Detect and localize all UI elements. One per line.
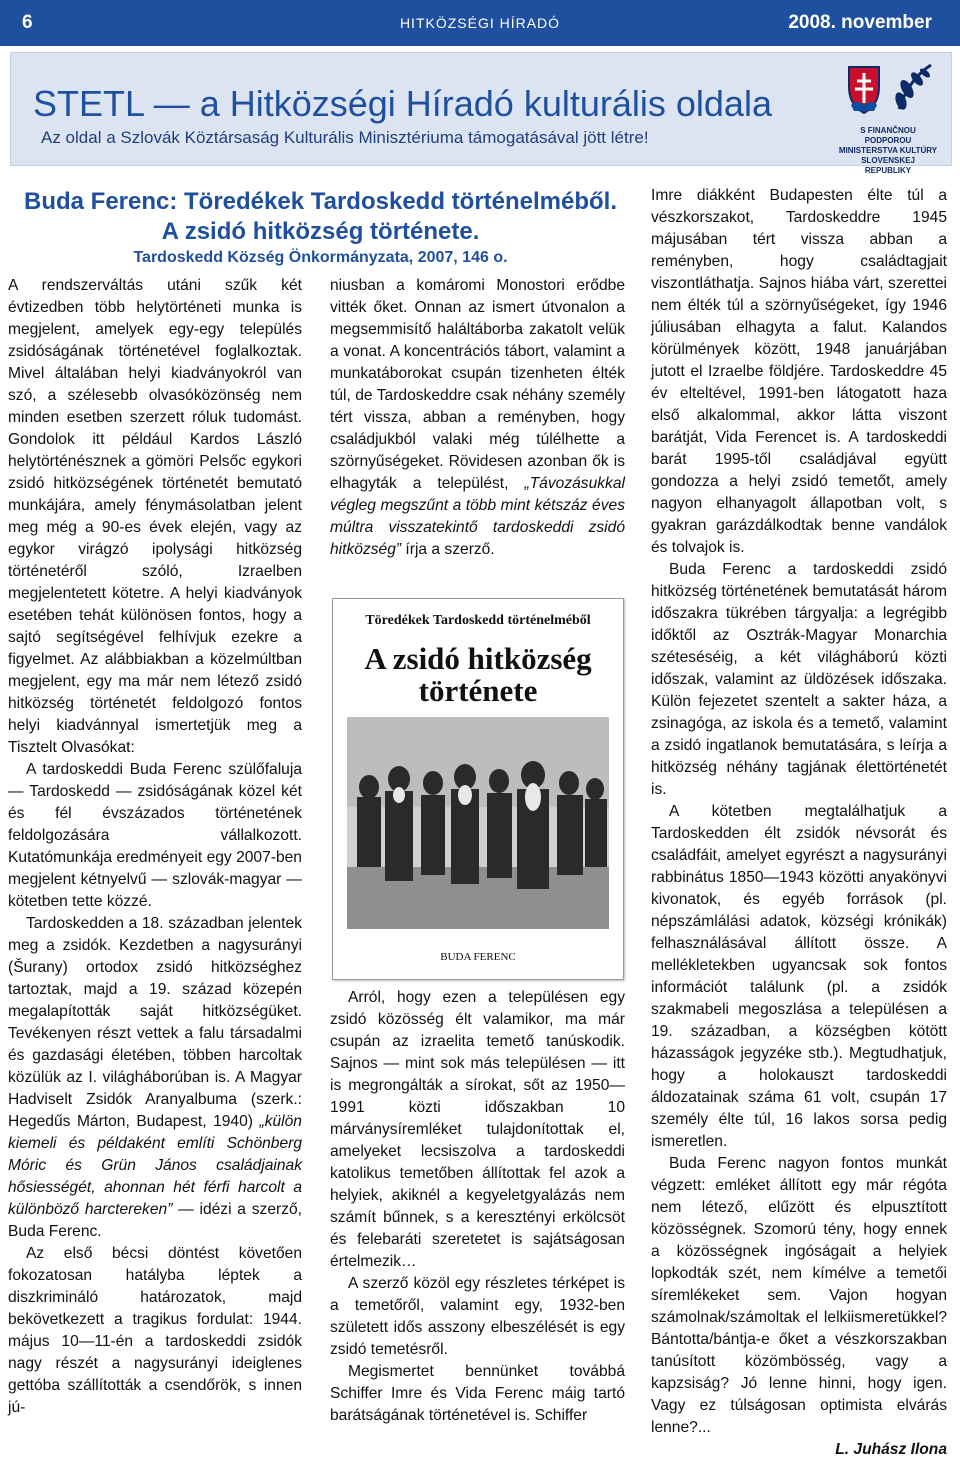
quote: „Távozásukkal végleg megszűnt a több mint kétszáz éves múltra visszatekintő tardoskeddi zsidó hitközség”: [330, 475, 625, 558]
article-title-line-2: A zsidó hitközség története.: [161, 218, 480, 245]
article-title-line-1: Buda Ferenc: Töredékek Tardoskedd történelméből.: [23, 188, 618, 215]
ministry-logo: [837, 59, 939, 175]
paragraph: A kötetben megtalálhatjuk a Tardoskedden élt zsidók névsorát és családfáit, amelyet egyrészt a nagysurányi rabbinátus 1850—1943 közötti anyakönyvi kivonatok, és egyéb források (pl. népszámlálási adatok, községi krónikák) felhasználásával állított össze. A mellékletekben ugyancsak sok fontos információt találunk (pl. a zsidók szakmabeli megoszlása a településen a 19. században, a községben kötött házasságok jegyzéke stb.). Megtudhatjuk, hogy a holokauszt tardoskeddi áldozatainak száma 61 volt, csupán 17 személy élte túl, 16 lakos sorsa pedig ismeretlen.: [651, 803, 947, 1150]
paragraph: [8, 913, 302, 1243]
book-cover-image: [332, 598, 624, 980]
culture-page-banner: [10, 52, 952, 175]
article-column-1: [8, 275, 302, 1419]
logo-line-2: MINISTERSTVA KULTÚRY: [838, 146, 938, 155]
paragraph: A rendszerváltás utáni szűk két évtizedben több helytörténeti munka is megjelent, amelyek egy-egy település zsidóságának történetével foglalkoztak. Mivel általában helyi kiadványokról van szó, a szélesebb olvasóközönség nem minden esetben szerzett róluk tudomást. Gondolok itt például Kardos László helytörténésznek a gömöri Pelsőc egykori zsidó hitközségének történetét bemutató munkájára, amely fénymásolatban jelent meg még a 90-es évek elején, vagy az egykor virágzó ipolysági hitközség történetéről szóló, Izraelben megjelentetett kötetre. A helyi kiadványok esetében tehát különösen fontos, hogy a sajtó segítségével felhívjuk ezekre a figyelmet. Az alábbiakban a közelmúltban megjelent, egy ma már nem létező zsidó hitközség történetét feldolgozó fontos helyi kiadvánnyal ismertetjük meg a Tisztelt Olvasókat:: [8, 277, 302, 756]
paragraph: A szerző közöl egy részletes térképet is a temetőről, valamint egy, 1932-ben született idős asszony elbeszélését is egy zsidó temetésről.: [330, 1275, 625, 1358]
paragraph-text: niusban a komáromi Monostori erődbe vitték őket. Onnan az ismert útvonalon a megsemmisítő haláltáborba zakatolt velük a vonat. A koncentrációs tábort, valamint a munkatáborokat csupán tizenheten élték túl, de Tardoskeddre csak néhány személy tért vissza, abban a reményben, hogy családjukból valaki még túlélhette a szörnyűségeket. Rövidesen azonban ők is elhagyták a települést,: [330, 277, 625, 492]
paragraph: A tardoskeddi Buda Ferenc szülőfaluja — Tardoskedd — zsidóságának közel két és fél évszázados történetének feldolgozására vállalkozott. Kutatómunkája eredményeit egy 2007-ben megjelent kétnyelvű — szlovák-magyar — kötetben tette közzé.: [8, 761, 302, 910]
paragraph: Megismertet bennünket továbbá Schiffer Imre és Vida Ferenc máig tartó barátságának történetével is. Schiffer: [330, 1363, 625, 1424]
paragraph-text: Tardoskedden a 18. században jelentek meg a zsidók. Kezdetben a nagysurányi (Šurany) ortodox zsidó hitközséghez tartoztak, majd a 19. század közepén megalapították saját hitközségüket. Tevékenyen részt vettek a falu társadalmi és gazdasági életében, többen harcoltak közülük az I. világháborúban is. A Magyar Hadviselt Zsidók Aranyalbuma (szerk.: Hegedűs Márton, Budapest, 1940): [8, 915, 302, 1130]
paragraph: [330, 275, 625, 561]
logo-line-3: SLOVENSKEJ REPUBLIKY: [861, 156, 915, 175]
article-source: Tardoskedd Község Önkormányzata, 2007, 146 o.: [133, 249, 508, 266]
paragraph-text: írja a szerző.: [405, 541, 495, 558]
article-column-2-top: [330, 275, 625, 561]
logo-line-1: S FINANČNOU PODPOROU: [860, 126, 916, 145]
book-cover-title: A zsidó hitközség története: [364, 641, 592, 708]
author-signature: L. Juhász Ilona: [835, 1441, 947, 1458]
issue-date: 2008. november: [788, 12, 932, 33]
book-cover-subtitle: Töredékek Tardoskedd történelméből: [365, 613, 591, 628]
article-column-2-bottom: [330, 987, 625, 1427]
page-header-bar: [0, 0, 960, 46]
book-cover-author: BUDA FERENC: [440, 951, 516, 963]
quote: „külön kiemeli és példaként említi Schönberg Móric és Grün János családjainak hősiességét, ahonnan hét férfi harcolt a különböző harctereken”: [8, 1113, 302, 1218]
banner-subtitle: Az oldal a Szlovák Köztársaság Kulturális Minisztériuma támogatásával jött létre!: [41, 128, 649, 147]
paragraph-text: — idézi a szerző, Buda Ferenc.: [8, 1201, 302, 1240]
slovak-coat-of-arms-icon: [837, 59, 939, 121]
paragraph: Arról, hogy ezen a településen egy zsidó közösség élt valamikor, ma már csupán az izraelita temető tanúskodik. Sajnos — mint sok más településen — itt is megrongálták a sírokat, sőt az 1950—1991 közti időszakban 10 márványsíremléket tulajdonítottak el, amelyeket lecsiszolva a tardoskeddi katolikus temetőben állítottak fel azok a helyiek, akiknél a kegyeletgyalázás nem számít bűnnek, s a keresztényi erkölcsöt és felebaráti szeretetet is sajátságosan értelmezik…: [330, 989, 625, 1270]
paragraph: Imre diákként Budapesten élte túl a vészkorszakot, Tardoskeddre 1945 májusában tért vissza abban a reményben, hogy családtagjait viszontláthatja. Sajnos hiába várt, szerettei nem élték túl a szörnyűségeket, így 1946 júliusában elhagyta a falut. Kalandos körülmények között, 1948 januárjában jutott el Izraelbe földjére. Tardoskeddre 45 év elteltével, 1991-ben látogatott haza első alkalommal, akkor látta viszont barátját, Vida Ferencet is. A tardoskeddi barát 1995-től családjával együtt gondozza a helyi zsidó temetőt, amely nagyon elhanyagolt állapotban volt, s gyakran garázdálkodtak benne vandálok és tolvajok is.: [651, 187, 947, 556]
paragraph: Az első bécsi döntést követően fokozatosan hatályba léptek a diszkrimináló határozatok, majd bekövetkezett a tragikus fordulat: 1944. május 10—11-én a tardoskeddi zsidók nagy részét a nagysurányi ideiglenes gettóba szállították a csendőrök, s innen jú-: [8, 1245, 302, 1416]
banner-title: STETL — a Hitközségi Híradó kulturális oldala: [33, 83, 772, 124]
article-column-3: [651, 185, 947, 1461]
publication-title: HITKÖZSÉGI HÍRADÓ: [399, 15, 561, 31]
historical-group-photo: [347, 717, 609, 929]
paragraph: Buda Ferenc nagyon fontos munkát végzett: emléket állított egy már régóta nem létező, elűzött és elpusztított közösségnek. Szomorú tény, hogy ennek a közösségnek ingóságait a helyiek lopkodták szét, nem kímélve a temetői síremlékeket sem. Vajon hogyan számolnak/számoltak el lelkiismeretükkel? Bántotta/bántja-e őket a vészkorszakban tanúsított közömbösség, vagy a kapzsiság? Jó lenne hinni, hogy igen. Vagy ez túlságosan optimista elvárás lenne?...: [651, 1155, 947, 1436]
page-number: 6: [22, 12, 33, 33]
paragraph: Buda Ferenc a tardoskeddi zsidó hitközség történetének bemutatását három időszakra tükrében tárgyalja: a legrégibb időktől az Osztrák-Magyar Monarchia széteséséig, a két világháború közti időszak, valamint az üldözések időszaka. Külön fejezetet szentelt a sakter háza, a zsinagóga, az iskola és a temető, valamint a zsidó ingatlanok bemutatására, s leírja a hitközség néhány tagjának élettörténetét is.: [651, 561, 947, 798]
